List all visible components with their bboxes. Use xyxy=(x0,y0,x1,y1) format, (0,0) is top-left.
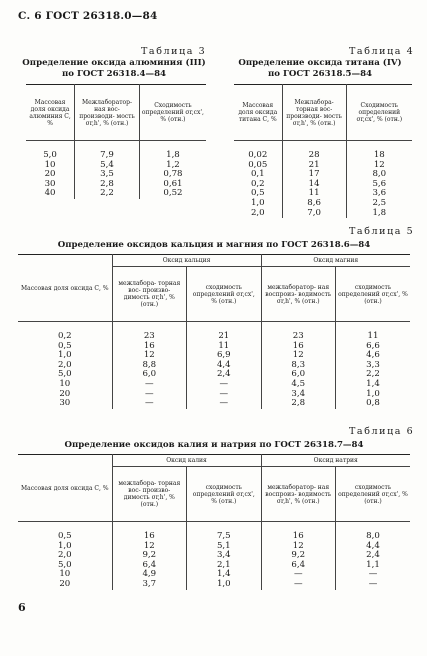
table-3-title xyxy=(18,58,210,79)
table-cell: 16 xyxy=(112,522,186,542)
table-cell: 12 xyxy=(112,542,186,552)
table-cell: 1,8 xyxy=(139,141,206,161)
table-cell: 4,5 xyxy=(261,380,335,390)
table-row xyxy=(18,580,410,590)
table-5-header-reproducibility-2: межлаборатор- ная воспроиз- водимость σr,h', % (отн.) xyxy=(261,267,335,322)
table-6-header-convergence-1: сходимость определений σr,cx', % (отн.) xyxy=(187,467,261,522)
table-cell: 10 xyxy=(18,380,112,390)
table-cell: 3,4 xyxy=(261,390,335,400)
table-5-label: Таблица 5 xyxy=(349,226,415,237)
table-cell: 2,2 xyxy=(75,189,140,199)
table-cell: 8,6 xyxy=(282,199,346,209)
table-row xyxy=(18,542,410,552)
table-cell: 1,0 xyxy=(18,542,112,552)
table-6-label: Таблица 6 xyxy=(349,426,415,437)
table-6-title: Определение оксидов калия и натрия по ГОСТ 26318.7—84 xyxy=(64,440,364,450)
table-cell: 16 xyxy=(261,342,335,352)
table-row xyxy=(18,561,410,571)
table-cell: 5,1 xyxy=(187,542,261,552)
table-cell: 12 xyxy=(346,161,412,171)
table-cell: 1,0 xyxy=(234,199,282,209)
table-5-title: Определение оксидов кальция и магния по ГОСТ 26318.6—84 xyxy=(57,240,371,250)
table-cell: 2,1 xyxy=(187,561,261,571)
table-cell: 11 xyxy=(187,342,261,352)
table-cell: 23 xyxy=(261,322,335,342)
table-cell: 3,5 xyxy=(75,170,140,180)
table-cell: 23 xyxy=(112,322,186,342)
table-cell: 18 xyxy=(346,141,412,161)
table-cell: 1,0 xyxy=(18,351,112,361)
table-cell: — xyxy=(187,390,261,400)
table-5 xyxy=(18,254,410,409)
table-cell: 16 xyxy=(112,342,186,352)
table-cell: — xyxy=(335,570,410,580)
table-row xyxy=(18,399,410,409)
table-cell: 10 xyxy=(18,570,112,580)
table-row xyxy=(18,351,410,361)
table-6-header-potassium: Оксид калия xyxy=(112,455,261,467)
table-cell: 14 xyxy=(282,180,346,190)
table-cell: 1,2 xyxy=(139,161,206,171)
table-cell: — xyxy=(112,399,186,409)
table-cell: 12 xyxy=(261,542,335,552)
table-row xyxy=(18,342,410,352)
table-cell: — xyxy=(261,580,335,590)
table-3-header-convergence: Сходимость определений σr,cx', % (отн.) xyxy=(139,85,206,141)
table-4 xyxy=(234,84,412,218)
table-cell: 0,2 xyxy=(18,322,112,342)
table-cell: 2,0 xyxy=(234,209,282,219)
table-cell: 4,6 xyxy=(335,351,410,361)
table-cell: 2,5 xyxy=(346,199,412,209)
table-cell: 16 xyxy=(261,522,335,542)
page-number: 6 xyxy=(18,601,26,614)
table-cell: 5,0 xyxy=(18,561,112,571)
table-cell: 0,5 xyxy=(18,342,112,352)
table-cell: 5,0 xyxy=(26,141,75,161)
table-3-header-reproducibility: Межлаборатор- ная вос- производи- мость σr,h', % (отн.) xyxy=(75,85,140,141)
table-cell: 2,8 xyxy=(75,180,140,190)
table-cell: 3,3 xyxy=(335,361,410,371)
table-row xyxy=(26,189,206,199)
table-cell: 20 xyxy=(26,170,75,180)
table-cell: 12 xyxy=(112,351,186,361)
table-cell: 0,52 xyxy=(139,189,206,199)
table-cell: 7,5 xyxy=(187,522,261,542)
table-cell: 21 xyxy=(187,322,261,342)
table-cell: 1,4 xyxy=(335,380,410,390)
table-cell: 0,8 xyxy=(335,399,410,409)
table-cell: 28 xyxy=(282,141,346,161)
table-cell: 5,4 xyxy=(75,161,140,171)
table-cell: 6,6 xyxy=(335,342,410,352)
table-5-header-fraction: Массовая доля оксида С, % xyxy=(18,255,112,322)
table-cell: 0,61 xyxy=(139,180,206,190)
table-cell: 6,9 xyxy=(187,351,261,361)
table-6-header-sodium: Оксид натрия xyxy=(261,455,410,467)
table-4-label: Таблица 4 xyxy=(349,46,415,57)
table-cell: 8,3 xyxy=(261,361,335,371)
table-cell: — xyxy=(112,380,186,390)
table-cell: 20 xyxy=(18,390,112,400)
table-cell: 12 xyxy=(261,351,335,361)
table-cell: 4,4 xyxy=(187,361,261,371)
table-row xyxy=(18,522,410,542)
table-5-header-calcium: Оксид кальция xyxy=(112,255,261,267)
table-cell: — xyxy=(261,570,335,580)
table-cell: — xyxy=(187,380,261,390)
table-cell: 6,4 xyxy=(261,561,335,571)
table-3-title-line1: Определение оксида алюминия (III) xyxy=(22,58,206,68)
table-4-header-fraction: Массовая доля оксида титана С, % xyxy=(234,85,282,141)
table-4-body xyxy=(234,141,412,219)
table-cell: 1,0 xyxy=(335,390,410,400)
table-cell: 2,4 xyxy=(335,551,410,561)
table-cell: 4,9 xyxy=(112,570,186,580)
table-cell: 1,0 xyxy=(187,580,261,590)
table-5-body xyxy=(18,322,410,409)
table-cell: 0,2 xyxy=(234,180,282,190)
table-cell: 21 xyxy=(282,161,346,171)
table-row xyxy=(18,322,410,342)
table-cell: 20 xyxy=(18,580,112,590)
table-cell: — xyxy=(112,390,186,400)
table-cell: 17 xyxy=(282,170,346,180)
table-3-header-fraction: Массовая доля оксида алюминия С, % xyxy=(26,85,75,141)
table-cell: 2,4 xyxy=(187,370,261,380)
table-row xyxy=(18,361,410,371)
table-cell: 2,0 xyxy=(18,551,112,561)
table-cell: 1,4 xyxy=(187,570,261,580)
table-cell: 0,05 xyxy=(234,161,282,171)
table-cell: 8,8 xyxy=(112,361,186,371)
table-cell: 2,2 xyxy=(335,370,410,380)
table-row xyxy=(234,209,412,219)
table-cell: 5,0 xyxy=(18,370,112,380)
table-cell: 8,0 xyxy=(346,170,412,180)
table-cell: 6,0 xyxy=(261,370,335,380)
table-cell: 3,6 xyxy=(346,189,412,199)
table-cell: 2,0 xyxy=(18,361,112,371)
table-cell: 7,0 xyxy=(282,209,346,219)
table-cell: 9,2 xyxy=(112,551,186,561)
table-cell: 1,8 xyxy=(346,209,412,219)
table-cell: 10 xyxy=(26,161,75,171)
table-3 xyxy=(26,84,206,199)
table-row xyxy=(234,141,412,161)
table-4-title-line2: по ГОСТ 26318.5—84 xyxy=(267,68,373,79)
table-6-header-reproducibility-1: межлабора- торная вос- произво- димость σr,h', % (отн.) xyxy=(112,467,186,522)
table-cell: 30 xyxy=(18,399,112,409)
table-4-header-convergence: Сходимость определений σr,cx', % (отн.) xyxy=(346,85,412,141)
table-cell: — xyxy=(335,580,410,590)
table-cell: 1,1 xyxy=(335,561,410,571)
table-6-header-fraction: Массовая доля оксида С, % xyxy=(18,455,112,522)
page-header: С. 6 ГОСТ 26318.0—84 xyxy=(18,10,158,22)
table-cell: 0,5 xyxy=(18,522,112,542)
table-5-header-convergence-1: сходимость определений σr,cx', % (отн.) xyxy=(187,267,261,322)
table-row xyxy=(26,141,206,161)
table-cell: 4,4 xyxy=(335,542,410,552)
table-cell: 8,0 xyxy=(335,522,410,542)
table-cell: 11 xyxy=(335,322,410,342)
table-cell: 9,2 xyxy=(261,551,335,561)
table-cell: 6,4 xyxy=(112,561,186,571)
table-cell: 30 xyxy=(26,180,75,190)
table-cell: 2,8 xyxy=(261,399,335,409)
table-4-header-reproducibility: Межлабора- торная вос- производи- мость σr,h', % (отн.) xyxy=(282,85,346,141)
table-cell: 0,1 xyxy=(234,170,282,180)
table-cell: 3,7 xyxy=(112,580,186,590)
table-cell: 0,78 xyxy=(139,170,206,180)
table-cell: 0,02 xyxy=(234,141,282,161)
table-cell: 7,9 xyxy=(75,141,140,161)
table-3-body xyxy=(26,141,206,199)
table-cell: 11 xyxy=(282,189,346,199)
table-3-label: Таблица 3 xyxy=(141,46,207,57)
table-6 xyxy=(18,454,410,590)
table-6-body xyxy=(18,522,410,590)
table-6-header-convergence-2: сходимость определений σr,cx', % (отн.) xyxy=(335,467,410,522)
table-cell: 5,6 xyxy=(346,180,412,190)
table-cell: — xyxy=(187,399,261,409)
table-5-header-reproducibility-1: межлабора- торная вос- произво- димость σr,h', % (отн.) xyxy=(112,267,186,322)
table-row xyxy=(18,370,410,380)
table-4-title xyxy=(228,58,412,79)
table-row xyxy=(18,380,410,390)
table-cell: 3,4 xyxy=(187,551,261,561)
table-cell: 0,5 xyxy=(234,189,282,199)
table-5-header-convergence-2: сходимость определений σr,cx', % (отн.) xyxy=(335,267,410,322)
table-row xyxy=(18,551,410,561)
table-row xyxy=(18,390,410,400)
table-5-header-magnesium: Оксид магния xyxy=(261,255,410,267)
table-row xyxy=(18,570,410,580)
table-cell: 6,0 xyxy=(112,370,186,380)
table-cell: 40 xyxy=(26,189,75,199)
table-6-header-reproducibility-2: межлаборатор- ная воспроиз- водимость σr,h', % (отн.) xyxy=(261,467,335,522)
table-4-title-line1: Определение оксида титана (IV) xyxy=(238,58,402,68)
table-3-title-line2: по ГОСТ 26318.4—84 xyxy=(61,68,167,79)
